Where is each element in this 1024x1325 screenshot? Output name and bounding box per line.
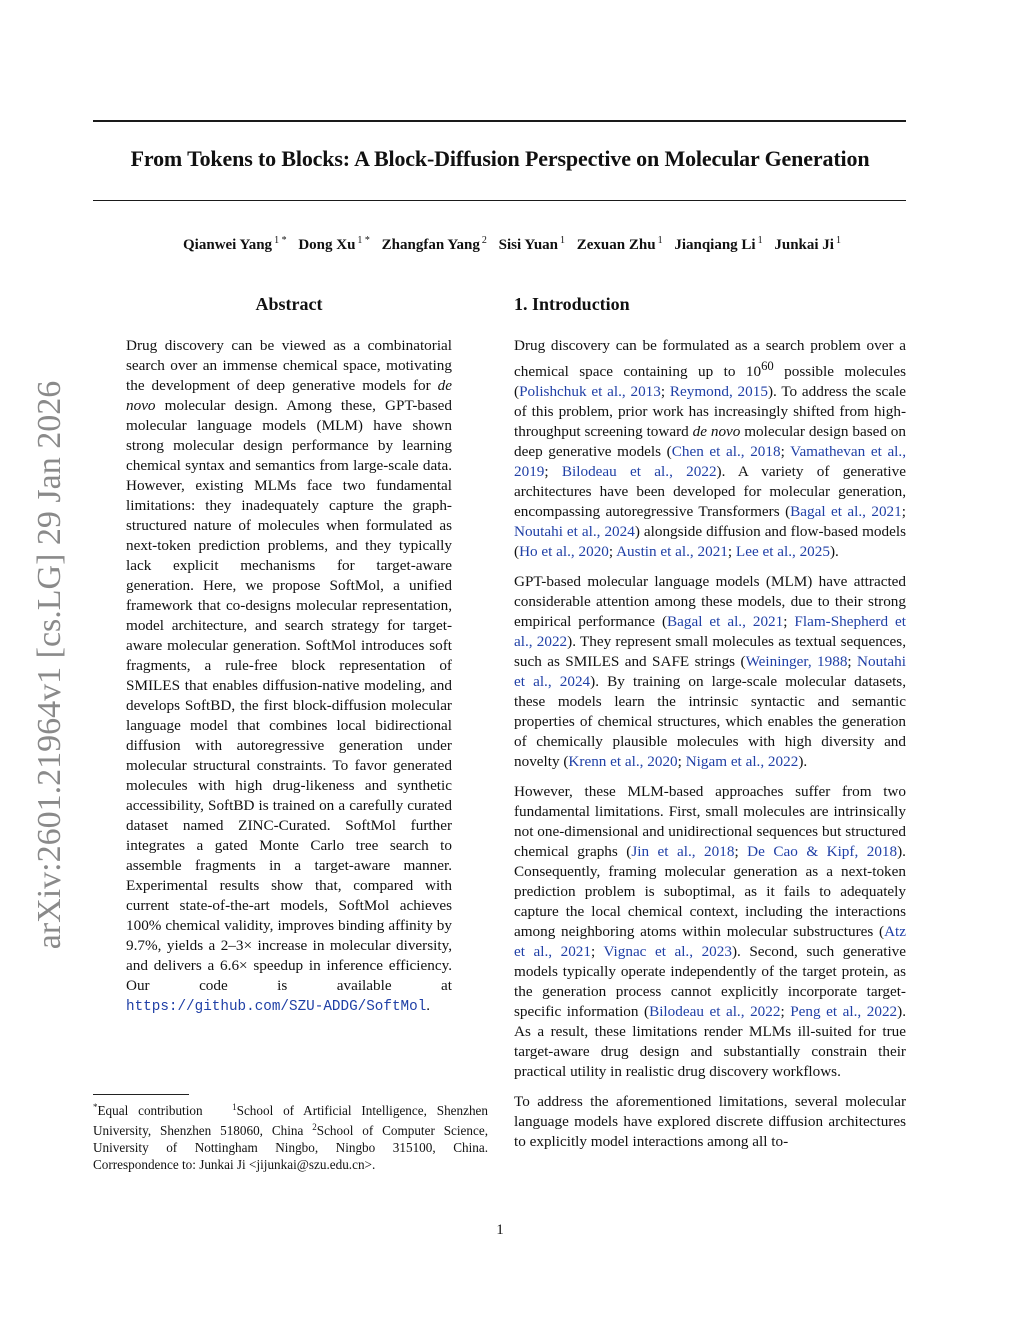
text-run: ) alongside diffusion and flow-based models ( [514,523,906,561]
author-affiliation: 1 [657,235,663,246]
text-run: possible molecules ( [514,363,906,401]
footnote-marker: 2 [312,1122,317,1132]
citation-link[interactable]: Bilodeau et al., 2022 [561,463,717,481]
author-affiliation: 1 [835,235,841,246]
text-run: ). As a result, these limitations render MLMs ill-suited for true target-aware drug design and substantially constrain their practical utility in realistic drug discovery workflows. [514,1003,906,1081]
arxiv-identifier: arXiv:2601.21964v1 [cs.LG] 29 Jan 2026 [31,380,68,950]
introduction-section [514,292,906,1162]
intro-paragraph [514,572,906,772]
footnote-equal-contribution: Equal contribution [97,1103,203,1118]
abstract-text-end: . [426,997,431,1014]
author-name: Junkai Ji [774,237,834,253]
text-run: ; [608,543,617,561]
text-run: ; [660,383,670,401]
text-run: ; [677,753,686,771]
citation-link[interactable]: Krenn et al., 2020 [568,753,678,771]
citation-link[interactable]: Bilodeau et al., 2022 [649,1003,781,1021]
footnote-affiliation: School of Artificial Intelligence, Shenzhen University, Shenzhen 518060, China [93,1103,489,1138]
italic-text: de novo [692,423,741,441]
citation-link[interactable]: Atz et al., 2021 [514,923,906,961]
text-run: GPT-based molecular language models (MLM) have attracted considerable attention among these models, due to their strong empirical performance ( [514,573,906,631]
text-run: ). [798,753,808,771]
footnote-marker: * [93,1102,98,1112]
abstract-text-part: Drug discovery can be viewed as a combinatorial search over an immense chemical space, motivating the development of deep generative models for [126,337,452,394]
citation-link[interactable]: Lee et al., 2025 [735,543,830,561]
code-link[interactable]: https://github.com/SZU-ADDG/SoftMol [126,999,427,1015]
citation-link[interactable]: Austin et al., 2021 [616,543,728,561]
citation-link[interactable]: Bagal et al., 2021 [667,613,784,631]
text-run: ; [780,1003,791,1021]
citation-link[interactable]: Vamathevan et al., 2019 [514,443,906,481]
citation-link[interactable]: Bagal et al., 2021 [790,503,902,521]
text-run: molecular design based on deep generative models ( [514,423,906,461]
abstract-heading: Abstract [255,294,323,314]
text-run: ). Consequently, framing molecular generation as a next-token prediction problem is suboptimal, as it fails to adequately capture the local chemical context, including the interactions among neighboring atoms within molecular substructures ( [514,843,906,941]
author [674,237,762,253]
citation-link[interactable]: Flam-Shepherd et al., 2022 [514,613,906,651]
author-name: Zexuan Zhu [576,237,656,253]
author-affiliation: 1 * [274,235,287,246]
text-run: ; [734,843,748,861]
text-run: ; [590,943,604,961]
text-run: Drug discovery can be formulated as a search problem over a chemical space containing up to 10 [514,337,906,381]
page-number: 1 [496,1222,504,1238]
text-run: ; [727,543,736,561]
author-name: Qianwei Yang [183,237,273,253]
text-run: ; [780,443,791,461]
text-run: ; [847,653,858,671]
abstract-italic-text: de novo [126,377,452,414]
abstract-text-part: molecular design. Among these, GPT-based molecular language models (MLM) have shown strong molecular design performance by learning chemical syntax and semantics from large-scale data. However, existing MLMs face two fundamental limitations: they inadequately capture the graph-structured nature of molecules when formulated as next-token prediction problems, and they typically lack explicit mechanisms for target-aware generation. Here, we propose SoftMol, a unified framework that co-designs molecular representation, model architecture, and search strategy for target-aware molecular generation. SoftMol introduces soft fragments, a rule-free block representation of SMILES that enables diffusion-native modeling, and develops SoftBD, the first block-diffusion molecular language model that combines local bidirectional diffusion with autoregressive generation under molecular structural constraints. To favor generated molecules with high drug-likeness and synthetic accessibility, SoftBD is trained on a carefully curated dataset named ZINC-Curated. SoftMol further integrates a gated Monte Carlo tree search to assemble fragments in a target-aware manner. Experimental results show that, compared with current state-of-the-art models, SoftMol achieves 100% chemical validity, improves binding affinity by 9.7%, yields a 2–3× increase in molecular diversity, and delivers a 6.6× speedup in inference efficiency. Our code is available at [126,397,452,994]
author-name: Sisi Yuan [498,237,559,253]
author-affiliation: 1 [560,235,566,246]
author-affiliation: 2 [481,235,487,246]
footnote-marker: 1 [232,1102,237,1112]
text-run: ; [544,463,562,481]
introduction-heading: 1. Introduction [514,294,630,314]
citation-link[interactable]: Noutahi et al., 2024 [514,523,635,541]
citation-link[interactable]: Polishchuk et al., 2013 [519,383,661,401]
author [577,237,663,253]
citation-link[interactable]: Peng et al., 2022 [790,1003,898,1021]
text-run: ). They represent small molecules as textual sequences, such as SMILES and SAFE strings ( [514,633,906,671]
author-list [40,235,984,254]
citation-link[interactable]: Reymond, 2015 [669,383,768,401]
author [499,237,565,253]
intro-paragraph [514,1092,906,1152]
citation-link[interactable]: Weininger, 1988 [745,653,848,671]
text-run: ). By training on large-scale molecular datasets, these models learn the intrinsic syntactic and semantic properties of chemical structures, which enables the generation of chemically plausible molecules with high diversity and novelty ( [514,673,907,771]
text-run: However, these MLM-based approaches suffer from two fundamental limitations. First, small molecules are intrinsically not one-dimensional and unidirectional sequences but structured chemical graphs ( [514,783,906,861]
citation-link[interactable]: Nigam et al., 2022 [685,753,799,771]
title-rule-top [93,120,906,122]
citation-link[interactable]: Noutahi et al., 2024 [514,653,906,691]
citation-link[interactable]: Vignac et al., 2023 [603,943,732,961]
author-affiliation: 1 * [357,235,370,246]
text-run: ; [901,503,906,521]
text-run: ). A variety of generative architectures have been developed for molecular generation, encompassing autoregressive Transformers ( [514,463,906,521]
text-run: To address the aforementioned limitations, several molecular language models have explored discrete diffusion architectures to explicitly model interactions among all to- [514,1093,906,1151]
author-name: Zhangfan Yang [381,237,480,253]
author-affiliation: 1 [757,235,763,246]
text-run: ). [829,543,839,561]
footnote-rule [93,1094,189,1095]
author [183,237,287,253]
text-run: ; [783,613,795,631]
text-run: ). Second, such generative models typically operate independently of the target protein, as the generation process cannot explicitly incorporate target-specific information ( [514,943,907,1021]
footnote [93,1099,488,1173]
author [382,237,487,253]
author-name: Jianqiang Li [674,237,756,253]
citation-link[interactable]: Ho et al., 2020 [519,543,609,561]
text-run: ). To address the scale of this problem, prior work has increasingly shifted from high-throughput screening toward [514,383,906,441]
author [298,237,370,253]
title-rule-bottom [93,200,906,201]
footnote-affiliation: School of Computer Science, University of Nottingham Ningbo, Ningbo 315100, China. Correspondence to: Junkai Ji <jijunkai@szu.edu.cn>. [93,1123,489,1172]
intro-paragraph [514,336,906,562]
citation-link[interactable]: Chen et al., 2018 [671,443,781,461]
citation-link[interactable]: De Cao & Kipf, 2018 [747,843,898,861]
author-name: Dong Xu [298,237,356,253]
abstract-section [126,292,452,1017]
paper-title: From Tokens to Blocks: A Block-Diffusion Perspective on Molecular Generation [130,146,870,171]
intro-paragraph [514,782,906,1082]
abstract-text [126,336,452,1017]
citation-link[interactable]: Jin et al., 2018 [631,843,735,861]
superscript: 60 [761,359,774,373]
author [774,237,841,253]
